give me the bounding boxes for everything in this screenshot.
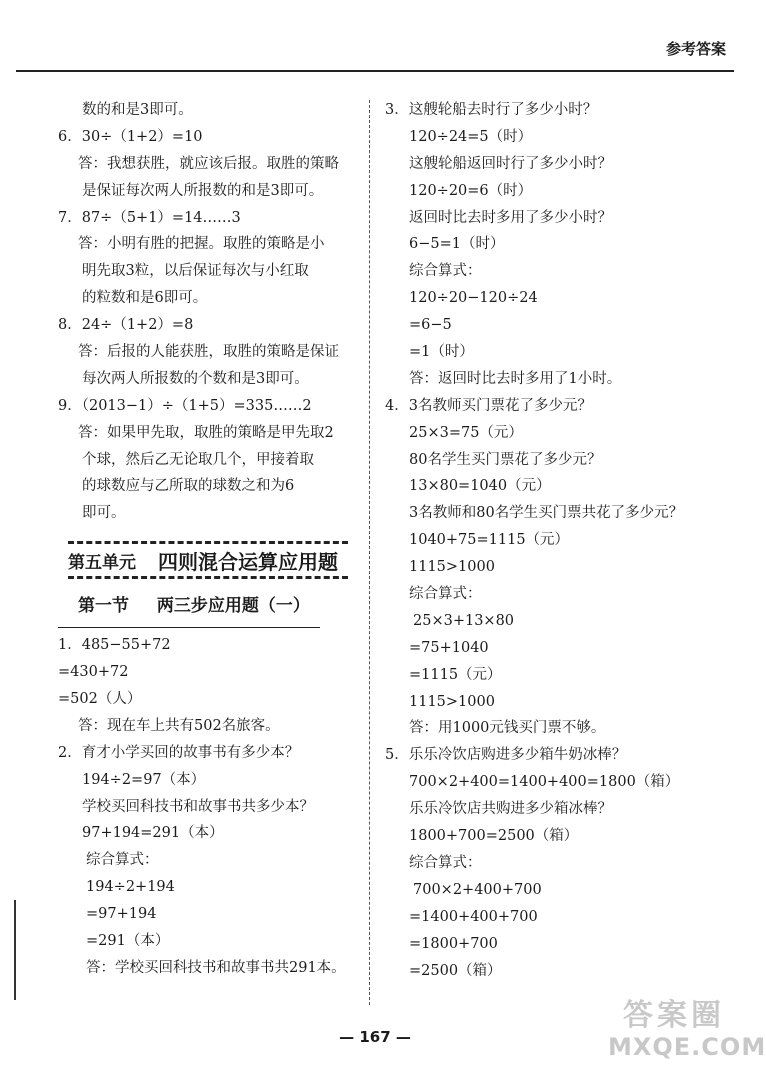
- answer-line: =1115（元）: [409, 666, 502, 683]
- watermark-text-cn: 答案圈: [623, 998, 725, 1033]
- answer-line: 每次两人所报数的个数和是3即可。: [82, 370, 309, 387]
- answer-line: 25×3=75（元）: [409, 424, 523, 441]
- watermark-text-url: MXQE.COM: [608, 1033, 766, 1061]
- answer-line: 120÷20=6（时）: [409, 182, 533, 199]
- answer-line: 答：用1000元钱买门票不够。: [409, 720, 606, 737]
- page-number: — 167 —: [339, 1028, 411, 1046]
- column-divider: [369, 100, 370, 1005]
- watermark-logo: [608, 998, 766, 1069]
- answer-line: 答：返回时比去时多用了1小时。: [409, 370, 622, 387]
- banner-dash-bottom: [68, 576, 348, 579]
- banner-dash-top: [68, 541, 348, 544]
- section-rule: [58, 627, 320, 628]
- answer-line: =1400+400+700: [409, 908, 538, 925]
- section-heading: [78, 591, 358, 621]
- answer-line: 120÷20−120÷24: [409, 290, 538, 307]
- answer-line: 9．（2013−1）÷（1+5）=335……2: [58, 397, 312, 414]
- answer-line: =6−5: [409, 317, 452, 334]
- answer-line: 答：我想获胜，就应该后报。取胜的策略: [78, 155, 339, 172]
- unit-label: 第五单元: [68, 553, 136, 574]
- header-rule: [16, 70, 734, 72]
- answer-line: 8．24÷（1+2）=8: [58, 317, 194, 334]
- answer-line: =1（时）: [409, 344, 474, 361]
- answer-line: 7．87÷（5+1）=14……3: [58, 209, 241, 226]
- margin-bar: [14, 900, 16, 1000]
- answer-line: =75+1040: [409, 639, 489, 656]
- answer-line: 的球数应与乙所取的球数之和为6: [82, 478, 295, 495]
- answer-line: 6−5=1（时）: [409, 236, 505, 253]
- answer-line: 明先取3粒，以后保证每次与小红取: [82, 263, 309, 280]
- right-column: [385, 97, 725, 984]
- answer-line: =291（本）: [86, 933, 170, 950]
- section-number: 第一节: [78, 596, 129, 617]
- section-title: 两三步应用题（一）: [156, 596, 310, 617]
- answer-line: 的粒数和是6即可。: [82, 290, 208, 307]
- answer-line: 194÷2=97（本）: [82, 771, 206, 788]
- answer-line: 2．育才小学买回的故事书有多少本？: [58, 744, 300, 761]
- unit-title: 四则混合运算应用题: [158, 550, 338, 575]
- answer-line: 4．3名教师买门票花了多少元？: [385, 397, 592, 414]
- answer-line: 1115>1000: [409, 559, 495, 576]
- answer-line: 1040+75=1115（元）: [409, 532, 570, 549]
- answer-line: =430+72: [58, 664, 129, 681]
- answer-line: 答：如果甲先取，取胜的策略是甲先取2: [78, 424, 334, 441]
- answer-line: 3．这艘轮船去时行了多少小时？: [385, 102, 598, 118]
- answer-line: 25×3+13×80: [413, 612, 515, 629]
- answer-line: 个球，然后乙无论取几个，甲接着取: [82, 451, 314, 468]
- answer-line: 1．485−55+72: [58, 637, 171, 654]
- answer-line: 学校买回科技书和故事书共多少本？: [82, 798, 314, 815]
- answer-line: =2500（箱）: [409, 962, 502, 979]
- answer-line: 是保证每次两人所报数的和是3即可。: [82, 182, 324, 199]
- answer-line: 综合算式：: [409, 263, 482, 280]
- left-column: [58, 97, 358, 982]
- answer-line: =97+194: [86, 906, 157, 923]
- answer-line: 这艘轮船返回时行了多少小时？: [409, 155, 612, 172]
- answer-line: 综合算式：: [409, 586, 482, 603]
- answer-line: 700×2+400=1400+400=1800（箱）: [409, 774, 680, 791]
- answer-line: 700×2+400+700: [413, 881, 542, 898]
- answer-line: 6．30÷（1+2）=10: [58, 128, 203, 145]
- answer-line: 答：后报的人能获胜，取胜的策略是保证: [78, 344, 339, 361]
- answer-line: 1800+700=2500（箱）: [409, 828, 579, 845]
- answer-line: 答：现在车上共有502名旅客。: [78, 717, 280, 734]
- answer-line: =1800+700: [409, 935, 498, 952]
- answer-line: 综合算式：: [86, 852, 159, 869]
- answer-line: 13×80=1040（元）: [409, 478, 551, 495]
- answer-line: 97+194=291（本）: [82, 825, 224, 842]
- unit-banner: [68, 541, 348, 579]
- answer-line: 答：学校买回科技书和故事书共291本。: [86, 959, 346, 976]
- answer-line: 乐乐冷饮店共购进多少箱冰棒？: [409, 801, 612, 818]
- answer-line: 5．乐乐冷饮店购进多少箱牛奶冰棒？: [385, 747, 627, 764]
- answer-line: 1115>1000: [409, 693, 495, 710]
- answer-line: 答：小明有胜的把握。取胜的策略是小: [78, 236, 325, 253]
- answer-line: 返回时比去时多用了多少小时？: [409, 209, 612, 226]
- answer-line: =502（人）: [58, 691, 142, 708]
- answer-line: 194÷2+194: [86, 879, 175, 896]
- running-header-label: 参考答案: [665, 40, 726, 58]
- answer-line: 80名学生买门票花了多少元？: [409, 451, 602, 468]
- answer-line: 120÷24=5（时）: [409, 128, 533, 145]
- answer-line: 即可。: [82, 505, 126, 522]
- answer-line: 数的和是3即可。: [82, 102, 193, 118]
- answer-line: 3名教师和80名学生买门票共花了多少元？: [409, 505, 684, 522]
- answer-line: 综合算式：: [409, 854, 482, 871]
